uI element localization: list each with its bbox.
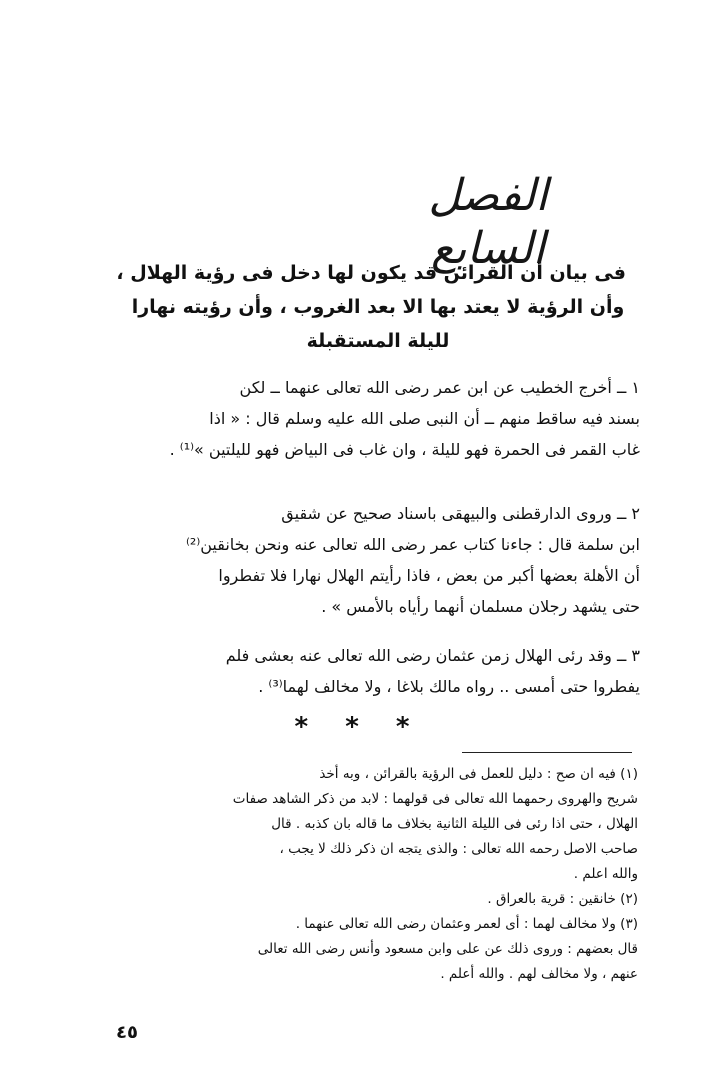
paragraph-line: أن الأهلة بعضها أكبر من بعض ، فاذا رأيتم الهلال نهارا فلا تفطروا: [218, 566, 640, 585]
footnote-line: شريح والهروى رحمهما الله تعالى فى قولهما : لابد من ذكر الشاهد صفات: [232, 791, 638, 807]
footnote-line: صاحب الاصل رحمه الله تعالى : والذى يتجه ان ذكر ذلك لا يجب ،: [279, 841, 638, 857]
paragraph-line: ٢ ــ وروى الدارقطنى والبيهقى باسناد صحيح عن شقيق: [281, 504, 640, 523]
chapter-subtitle: [116, 256, 626, 358]
footnote-line: قال بعضهم : وروى ذلك عن على وابن مسعود وأنس رضى الله تعالى: [257, 941, 638, 957]
paragraph-1: [82, 372, 640, 465]
paragraph-line: حتى يشهد رجلان مسلمان أنهما رأياه بالأمس » .: [321, 597, 640, 616]
paragraph-line: ٣ ــ وقد رئى الهلال زمن عثمان رضى الله تعالى عنه بعشى فلم: [225, 646, 640, 665]
paragraph-line: يفطروا حتى أمسى .. رواه مالك بلاغا ، ولا مخالف لهما⁽³⁾ .: [258, 677, 640, 696]
paragraph-line: ابن سلمة قال : جاءنا كتاب عمر رضى الله تعالى عنه ونحن بخانقين⁽²⁾: [185, 535, 640, 554]
paragraph-line: ١ ــ أخرج الخطيب عن ابن عمر رضى الله تعالى عنهما ــ لكن: [239, 378, 640, 397]
footnotes: [78, 762, 638, 987]
paragraph-2: [82, 498, 640, 622]
subtitle-line: لليلة المستقبلة: [306, 330, 450, 352]
section-separator: * * *: [294, 712, 424, 742]
subtitle-line: فى بيان أن القرائن قد يكون لها دخل فى رؤية الهلال ،: [116, 262, 626, 284]
paragraph-3: [82, 640, 640, 702]
subtitle-line: وأن الرؤية لا يعتد بها الا بعد الغروب ، وأن رؤيته نهارا: [131, 296, 625, 318]
footnote-line: (١) فيه ان صح : دليل للعمل فى الرؤية بالقرائن ، وبه أخذ: [319, 766, 638, 782]
chapter-title: الفصل السابع: [428, 170, 548, 274]
footnote-line: الهلال ، حتى اذا رئى فى الليلة الثانية بخلاف ما قاله بان كذبه . قال: [271, 816, 638, 832]
footnote-line: والله اعلم .: [573, 866, 638, 882]
paragraph-line: بسند فيه ساقط منهم ــ أن النبى صلى الله عليه وسلم قال : « اذا: [209, 409, 640, 428]
footnote-line: عنهم ، ولا مخالف لهم . والله أعلم .: [440, 966, 638, 982]
paragraph-line: غاب القمر فى الحمرة فهو لليلة ، وان غاب فى البياض فهو لليلتين »⁽¹⁾ .: [169, 440, 640, 459]
footnote-divider: [462, 752, 632, 753]
footnote-line: (٢) خانقين : قرية بالعراق .: [487, 891, 638, 907]
page-number: ٤٥: [116, 1022, 138, 1043]
footnote-line: (٣) ولا مخالف لهما : أى لعمر وعثمان رضى الله تعالى عنهما .: [295, 916, 638, 932]
